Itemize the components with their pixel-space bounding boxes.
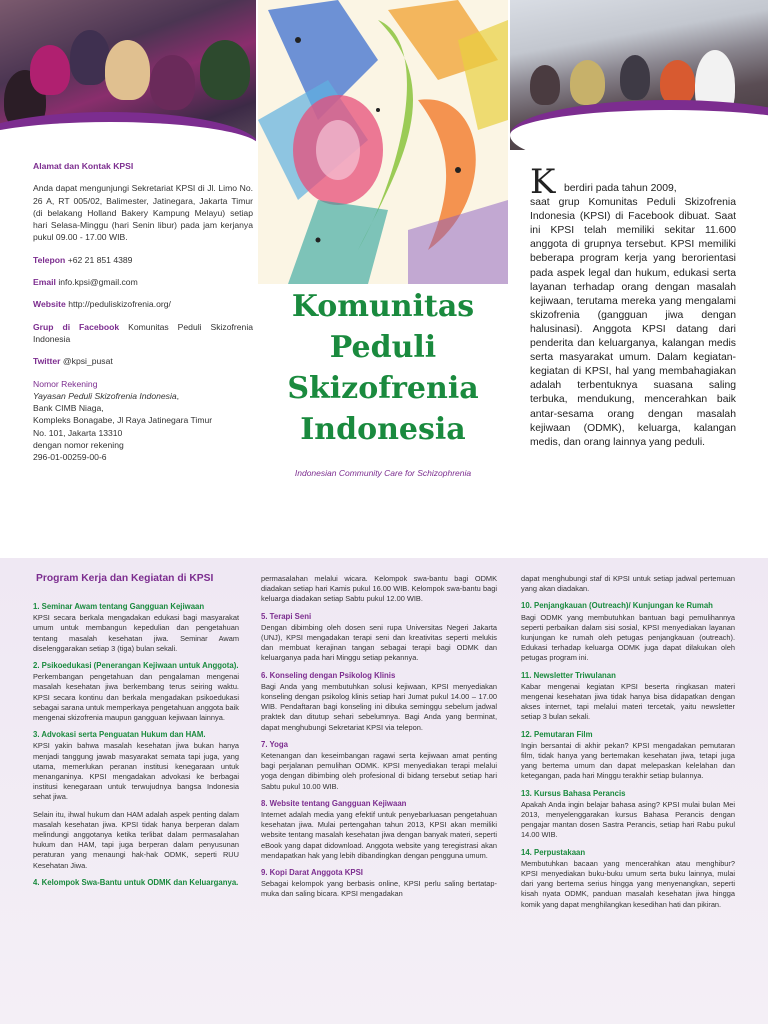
email-line bbox=[33, 276, 253, 288]
website-line bbox=[33, 298, 253, 310]
program-title: 1. Seminar Awam tentang Gangguan Kejiwaan bbox=[33, 602, 205, 611]
address-text: Anda dapat mengunjungi Sekretariat KPSI di Jl. Limo No. 26 A, RT 005/02, Balimester, Jatinegara, Jakarta Timur (di belakang Holland Bakery Kampung Melayu) setiap hari Selasa-Minggu (hari Senin libur) pada jam kerjanya pukul 09.00 - 17.00 WIB. bbox=[33, 183, 253, 243]
program-text: Bagi ODMK yang membutuhkan bantuan bagi pemulihannya seperti perbaikan dalam sisi sosial, KPSI menyediakan layanan kunjungan ke rumah oleh petugas penjangkauan (outreach). Edukasi terhadap keluarga ODMK juga dapat dilakukan oleh petugas program ini. bbox=[521, 612, 735, 663]
program-title: 14. Perpustakaan bbox=[521, 847, 586, 857]
person-figure bbox=[530, 65, 560, 105]
person-figure bbox=[620, 55, 650, 100]
program-text: Apakah Anda ingin belajar bahasa asing? KPSI mulai bulan Mei 2013, menyelenggarakan kursus Bahasa Perancis dengan pengajar mantan dosen Sastra Perancis, setiap hari Rabu pukul 14.00 WIB. bbox=[521, 799, 735, 840]
program-text: Kabar mengenai kegiatan KPSI beserta ringkasan materi mengenai kesehatan jiwa tidak hanya bisa didapatkan dengan akses internet, tapi melalui materi tercetak, yaitu newsletter setiap 3 bulan sekali. bbox=[521, 681, 735, 722]
program-text: permasalahan melalui wicara. Kelompok swa-bantu bagi ODMK diadakan setiap hari Kamis pukul 16.00 WIB. Kelompok swa-bantu bagi keluarga diadakan setiap Sabtu pukul 12.00 WIB. bbox=[261, 574, 497, 604]
intro-paragraph bbox=[530, 182, 736, 450]
program-text: KPSI secara berkala mengadakan edukasi bagi masyarakat umum untuk membangun kepedulian dan pengetahuan tentang masalah kesehatan jiwa. Seminar Awam diselenggarakan setiap 3 (tiga) bulan sekali. bbox=[33, 613, 239, 653]
program-title: 3. Advokasi serta Penguatan Hukum dan HAM. bbox=[33, 730, 206, 740]
address-heading: Alamat dan Kontak KPSI bbox=[33, 161, 134, 171]
account-line: dengan nomor rekening bbox=[33, 440, 124, 451]
program-title: 5. Terapi Seni bbox=[261, 611, 312, 621]
programs-heading: Program Kerja dan Kegiatan di KPSI bbox=[36, 573, 214, 584]
right-photo bbox=[510, 0, 768, 150]
program-text: Ketenangan dan keseimbangan ragawi serta kejiwaan amat penting bagi perjalanan pemulihan ODMK. KPSI menyediakan terapi melalui yoga dengan dibimbing oleh profesional di bidang tersebut setiap hari Sabtu pukul 10.00 WIB. bbox=[261, 751, 497, 791]
artwork-svg bbox=[258, 0, 508, 284]
twitter-label: Twitter bbox=[33, 356, 61, 367]
account-name: Yayasan Peduli Skizofrenia Indonesia, bbox=[33, 390, 180, 401]
program-title: 9. Kopi Darat Anggota KPSI bbox=[261, 868, 363, 878]
person-figure bbox=[150, 55, 195, 110]
program-text: KPSI yakin bahwa masalah kesehatan jiwa bukan hanya menjadi tanggung jawab masyarakat semata tapi juga, yang utama, memerlukan peranan institusi kenegaraan untuk menanganinya. KPSI mengadakan advokasi ke berbagai institusi kenegaraan untuk terwujudnya bangsa Indonesia sehat jiwa. bbox=[33, 741, 239, 802]
main-title bbox=[258, 286, 508, 450]
purple-swoosh bbox=[0, 112, 256, 150]
account-line: No. 101, Jakarta 13310 bbox=[33, 427, 123, 438]
contact-section bbox=[33, 160, 253, 474]
person-figure bbox=[660, 60, 695, 105]
programs-column-3 bbox=[521, 574, 735, 917]
title-line: Peduli bbox=[329, 330, 437, 365]
program-title: 12. Pemutaran Film bbox=[521, 729, 593, 739]
facebook-line bbox=[33, 321, 253, 346]
account-line: Kompleks Bonagabe, Jl Raya Jatinegara Timur bbox=[33, 415, 213, 426]
facebook-label: Grup di Facebook bbox=[33, 321, 120, 332]
account-heading: Nomor Rekening bbox=[33, 378, 98, 389]
program-text: Ingin bersantai di akhir pekan? KPSI mengadakan pemutaran film, tidak hanya yang bertemakan kesehatan jiwa, tetapi juga yang bertema umum dan dapat melepaskan kelelahan dan ketegangan, pada hari Minggu terakhir setiap bulannya. bbox=[521, 740, 735, 781]
phone-value[interactable]: +62 21 851 4389 bbox=[67, 254, 133, 265]
program-title: 2. Psikoedukasi (Penerangan Kejiwaan untuk Anggota). bbox=[33, 661, 239, 671]
title-line: Skizofrenia bbox=[287, 371, 479, 406]
intro-first-line: berdiri pada tahun 2009, bbox=[564, 183, 677, 194]
website-label: Website bbox=[33, 299, 66, 310]
program-text: Perkembangan pengetahuan dan pengalaman mengenai masalah kesehatan jiwa berkembang terus seiring waktu. KPSI secara kontinu dan berkala mengadakan psikoedukasi sebagai sarana untuk memperkaya pengetahuan anggota baik mengenai skizofrenia maupun gangguan kejiwaan lainnya. bbox=[33, 672, 239, 723]
title-line: Indonesia bbox=[300, 412, 466, 447]
website-value[interactable]: http://peduliskizofrenia.org/ bbox=[68, 299, 171, 310]
intro-body: saat grup Komunitas Peduli Skizofrenia Indonesia (KPSI) di Facebook dibuat. Saat ini KPSI telah memiliki sekitar 11.600 anggota di grupnya tersebut. KPSI memiliki beberapa program kerja yang berorientasi pada aspek legal dan hukum, edukasi serta layanan terhadap orang dengan masalah kejiwaan, terutama mereka yang mengalami skizofrenia (gangguan jiwa dengan halusinasi). Anggota KPSI datang dari penderita dan keluarganya, kalangan medis serta masyarakat umum. Dalam kegiatan-kegiatan di KPSI, hal yang membahagiakan adalah terbentuknya suasana saling terbuka, mendukung, mencerahkan baik antar-sesama orang dengan masalah kejiwaan (ODMK), keluarga, kalangan medis, dan orang lainnya yang peduli. bbox=[530, 197, 736, 448]
facebook-value[interactable]: Komunitas Peduli Skizofrenia Indonesia bbox=[33, 321, 254, 344]
program-text: Bagi Anda yang membutuhkan solusi kejiwaan, KPSI menyediakan konseling dengan psikolog klinis setiap hari Jumat pukul 14.00 – 17.00 WIB. Pendaftaran bagi konseling ini dibuka seminggu sebelum jadwal praktek dan ditutup sehari sebelumnya. Bagi Anda yang berminat, dapat menghubungi Sekretariat KPSI via telepon. bbox=[261, 681, 497, 732]
program-text: Selain itu, ihwal hukum dan HAM adalah aspek penting dalam masalah kesehatan jiwa. KPSI tidak hanya berperan dalam melindungi anggotanya ketika terlibat dalam permasalahan hukum dan HAM, tapi juga berperan dalam penyusunan peraturan yang menaungi hak-hak ODMK, seperti RUU Kesehatan Jiwa. bbox=[33, 809, 239, 870]
phone-label: Telepon bbox=[33, 254, 66, 265]
person-figure bbox=[30, 45, 70, 95]
program-text: dapat menghubungi staf di KPSI untuk setiap jadwal pertemuan yang akan diadakan. bbox=[521, 574, 735, 594]
purple-swoosh bbox=[510, 100, 768, 150]
title-line: Komunitas bbox=[291, 289, 475, 324]
program-text: Internet adalah media yang efektif untuk penyebarluasan pengetahuan kesehatan jiwa. Mulai pertengahan tahun 2013, KPSI akan memiliki website tentang masalah kesehatan jiwa dengan banyak materi, seperti eBook yang dapat didownload. Anggota website yang teregistrasi akan mendapatkan hak yang lebih dibandingkan dengan pengguna umum. bbox=[261, 810, 497, 860]
person-figure bbox=[200, 40, 250, 100]
account-name-text: Yayasan Peduli Skizofrenia Indonesia bbox=[33, 390, 177, 401]
program-title: 6. Konseling dengan Psikolog Klinis bbox=[261, 670, 396, 680]
watercolor-artwork bbox=[258, 0, 508, 284]
twitter-value[interactable]: @kpsi_pusat bbox=[62, 356, 113, 367]
person-figure bbox=[570, 60, 605, 105]
subtitle: Indonesian Community Care for Schizophrenia bbox=[294, 468, 472, 478]
account-number: 296-01-00259-00-6 bbox=[33, 452, 107, 463]
twitter-line bbox=[33, 355, 253, 367]
person-figure bbox=[105, 40, 150, 100]
drop-cap: K bbox=[530, 162, 556, 202]
program-text: Sebagai kelompok yang berbasis online, KPSI perlu saling bertatap-muka dan saling bicara. KPSI mengadakan bbox=[261, 879, 497, 899]
program-title: 4. Kelompok Swa-Bantu untuk ODMK dan Keluarganya. bbox=[33, 877, 239, 887]
programs-column-2 bbox=[261, 574, 497, 907]
program-title: 8. Website tentang Gangguan Kejiwaan bbox=[261, 798, 407, 808]
program-title: 10. Penjangkauan (Outreach)/ Kunjungan ke Rumah bbox=[521, 601, 713, 611]
email-value[interactable]: info.kpsi@gmail.com bbox=[58, 277, 138, 288]
email-label: Email bbox=[33, 277, 56, 288]
left-photo bbox=[0, 0, 256, 150]
program-text: Membutuhkan bacaan yang mencerahkan atau menghibur? KPSI menyediakan buku-buku umum serta buku lainnya, mulai dari yang bertema serius hingga yang menyenangkan, seperti kisah nyata ODMK, panduan masalah kesehatan jiwa hingga komik yang dapat menghilangkan kesedihan hati dan pikiran. bbox=[521, 858, 735, 909]
program-title: 11. Newsletter Triwulanan bbox=[521, 670, 616, 680]
phone-line bbox=[33, 254, 253, 266]
program-title: 13. Kursus Bahasa Perancis bbox=[521, 788, 626, 798]
program-title: 7. Yoga bbox=[261, 739, 289, 749]
programs-column-1 bbox=[33, 602, 239, 889]
person-figure bbox=[70, 30, 110, 85]
account-line: Bank CIMB Niaga, bbox=[33, 403, 104, 414]
program-text: Dengan dibimbing oleh dosen seni rupa Universitas Negeri Jakarta (UNJ), KPSI mengadakan terapi seni dan kreativitas seperti melukis dan membuat kerajinan tangan sebagai terapi bagi ODMK dan keluarganya pada hari Minggu setiap pekannya. bbox=[261, 622, 497, 663]
